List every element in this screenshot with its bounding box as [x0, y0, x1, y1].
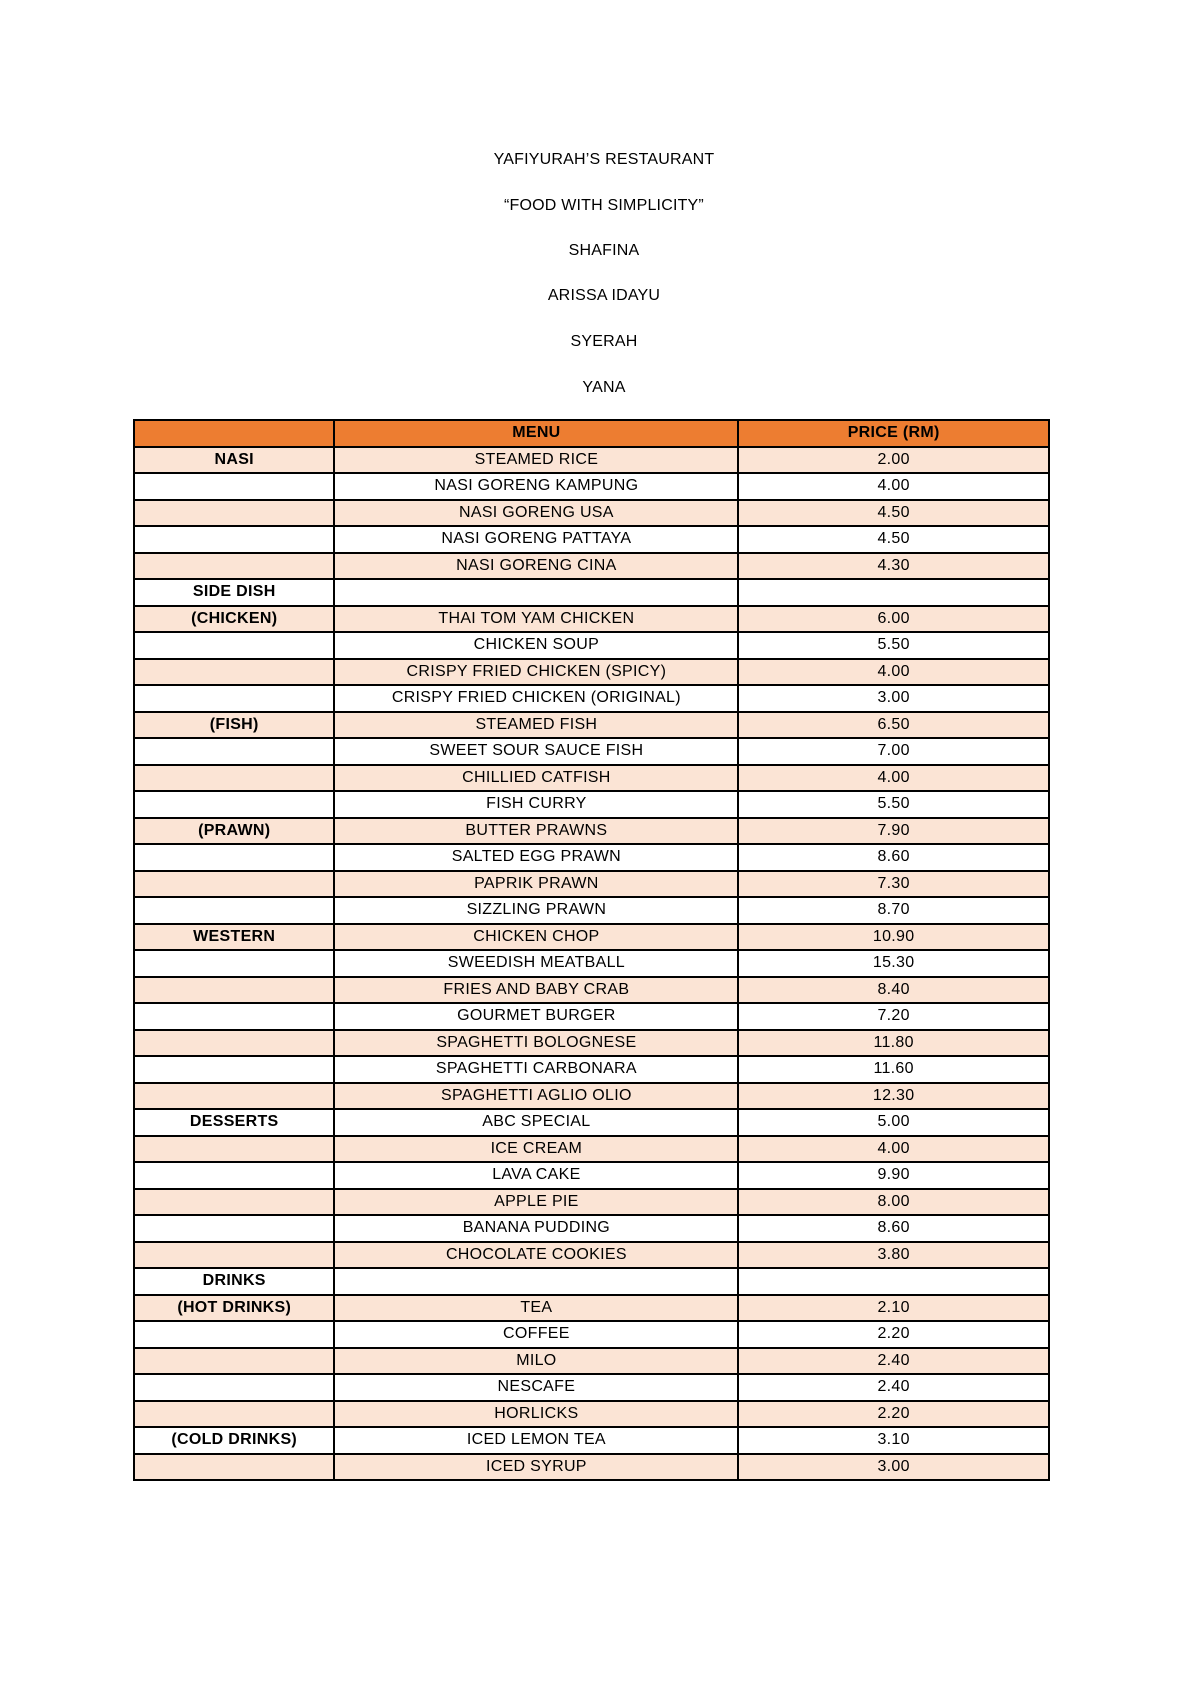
category-cell	[134, 473, 334, 500]
category-cell	[134, 844, 334, 871]
menu-item-cell: CHICKEN CHOP	[334, 924, 738, 951]
table-row	[134, 977, 1049, 1004]
table-row	[134, 1056, 1049, 1083]
restaurant-tagline: “FOOD WITH SIMPLICITY”	[504, 197, 704, 214]
category-cell	[134, 632, 334, 659]
category-cell	[134, 500, 334, 527]
category-cell: (COLD DRINKS)	[134, 1427, 334, 1454]
menu-item-cell: SPAGHETTI BOLOGNESE	[334, 1030, 738, 1057]
table-row	[134, 924, 1049, 951]
table-row	[134, 1348, 1049, 1375]
category-cell	[134, 738, 334, 765]
menu-item-cell	[334, 579, 738, 606]
price-cell	[738, 579, 1049, 606]
price-cell: 5.00	[738, 1109, 1049, 1136]
price-column-header: PRICE (RM)	[738, 420, 1049, 447]
table-row	[134, 1136, 1049, 1163]
price-cell: 8.60	[738, 844, 1049, 871]
table-row	[134, 950, 1049, 977]
category-cell: (CHICKEN)	[134, 606, 334, 633]
category-cell	[134, 1374, 334, 1401]
menu-item-cell: BANANA PUDDING	[334, 1215, 738, 1242]
menu-item-cell: NASI GORENG CINA	[334, 553, 738, 580]
category-cell	[134, 1454, 334, 1481]
table-row	[134, 1401, 1049, 1428]
price-cell: 4.50	[738, 526, 1049, 553]
menu-item-cell: GOURMET BURGER	[334, 1003, 738, 1030]
menu-item-cell: CHILLIED CATFISH	[334, 765, 738, 792]
category-cell	[134, 977, 334, 1004]
menu-column-header: MENU	[334, 420, 738, 447]
price-cell: 7.90	[738, 818, 1049, 845]
restaurant-name: YAFIYURAH’S RESTAURANT	[493, 151, 715, 168]
price-cell: 5.50	[738, 791, 1049, 818]
table-row	[134, 579, 1049, 606]
menu-item-cell: NASI GORENG USA	[334, 500, 738, 527]
member-name: ARISSA IDAYU	[547, 287, 661, 304]
category-cell: DESSERTS	[134, 1109, 334, 1136]
table-row	[134, 1109, 1049, 1136]
menu-item-cell: NASI GORENG PATTAYA	[334, 526, 738, 553]
table-row	[134, 447, 1049, 474]
menu-item-cell: TEA	[334, 1295, 738, 1322]
category-cell	[134, 553, 334, 580]
category-cell: (HOT DRINKS)	[134, 1295, 334, 1322]
table-row	[134, 1268, 1049, 1295]
category-cell	[134, 1056, 334, 1083]
category-cell	[134, 1030, 334, 1057]
category-cell	[134, 1215, 334, 1242]
table-row	[134, 897, 1049, 924]
table-row	[134, 632, 1049, 659]
price-cell: 6.50	[738, 712, 1049, 739]
price-cell: 11.80	[738, 1030, 1049, 1057]
category-cell	[134, 1136, 334, 1163]
category-column-header	[134, 420, 334, 447]
menu-item-cell: SWEET SOUR SAUCE FISH	[334, 738, 738, 765]
price-cell: 2.20	[738, 1401, 1049, 1428]
category-cell	[134, 1401, 334, 1428]
table-row	[134, 1215, 1049, 1242]
menu-item-cell: SIZZLING PRAWN	[334, 897, 738, 924]
price-cell	[738, 1268, 1049, 1295]
price-cell: 4.00	[738, 765, 1049, 792]
category-cell: (PRAWN)	[134, 818, 334, 845]
table-row	[134, 553, 1049, 580]
price-cell: 11.60	[738, 1056, 1049, 1083]
menu-item-cell: THAI TOM YAM CHICKEN	[334, 606, 738, 633]
category-cell	[134, 1321, 334, 1348]
menu-item-cell: BUTTER PRAWNS	[334, 818, 738, 845]
price-cell: 3.00	[738, 1454, 1049, 1481]
table-row	[134, 1295, 1049, 1322]
menu-item-cell: NASI GORENG KAMPUNG	[334, 473, 738, 500]
category-cell	[134, 1242, 334, 1269]
table-row	[134, 473, 1049, 500]
menu-item-cell: LAVA CAKE	[334, 1162, 738, 1189]
menu-item-cell: ICE CREAM	[334, 1136, 738, 1163]
category-cell	[134, 1162, 334, 1189]
menu-item-cell: CHOCOLATE COOKIES	[334, 1242, 738, 1269]
price-cell: 2.40	[738, 1348, 1049, 1375]
menu-table-body	[134, 447, 1049, 1481]
category-cell: WESTERN	[134, 924, 334, 951]
price-cell: 5.50	[738, 632, 1049, 659]
menu-item-cell: ICED LEMON TEA	[334, 1427, 738, 1454]
category-cell	[134, 1083, 334, 1110]
price-cell: 4.00	[738, 473, 1049, 500]
category-cell	[134, 1189, 334, 1216]
category-cell	[134, 791, 334, 818]
menu-item-cell: CRISPY FRIED CHICKEN (ORIGINAL)	[334, 685, 738, 712]
table-row	[134, 1454, 1049, 1481]
price-cell: 8.40	[738, 977, 1049, 1004]
table-row	[134, 1189, 1049, 1216]
menu-item-cell: STEAMED FISH	[334, 712, 738, 739]
price-cell: 12.30	[738, 1083, 1049, 1110]
category-cell	[134, 765, 334, 792]
price-cell: 3.00	[738, 685, 1049, 712]
menu-item-cell: STEAMED RICE	[334, 447, 738, 474]
category-cell	[134, 1348, 334, 1375]
price-cell: 4.50	[738, 500, 1049, 527]
table-row	[134, 1374, 1049, 1401]
menu-item-cell: PAPRIK PRAWN	[334, 871, 738, 898]
member-name: YANA	[582, 379, 626, 396]
menu-item-cell: COFFEE	[334, 1321, 738, 1348]
menu-item-cell: SPAGHETTI CARBONARA	[334, 1056, 738, 1083]
menu-price-table	[133, 419, 1050, 1481]
category-cell	[134, 897, 334, 924]
member-name: SHAFINA	[568, 242, 640, 259]
price-cell: 4.30	[738, 553, 1049, 580]
category-cell	[134, 659, 334, 686]
menu-item-cell: FRIES AND BABY CRAB	[334, 977, 738, 1004]
menu-item-cell: SALTED EGG PRAWN	[334, 844, 738, 871]
menu-item-cell: SWEEDISH MEATBALL	[334, 950, 738, 977]
menu-item-cell: ABC SPECIAL	[334, 1109, 738, 1136]
price-cell: 2.40	[738, 1374, 1049, 1401]
price-cell: 4.00	[738, 1136, 1049, 1163]
category-cell	[134, 685, 334, 712]
price-cell: 2.20	[738, 1321, 1049, 1348]
category-cell: NASI	[134, 447, 334, 474]
menu-item-cell: SPAGHETTI AGLIO OLIO	[334, 1083, 738, 1110]
table-header-row	[134, 420, 1049, 447]
category-cell	[134, 1003, 334, 1030]
menu-item-cell	[334, 1268, 738, 1295]
price-cell: 9.90	[738, 1162, 1049, 1189]
table-row	[134, 1030, 1049, 1057]
table-row	[134, 1003, 1049, 1030]
menu-item-cell: APPLE PIE	[334, 1189, 738, 1216]
table-row	[134, 765, 1049, 792]
category-cell	[134, 526, 334, 553]
price-cell: 7.30	[738, 871, 1049, 898]
category-cell: (FISH)	[134, 712, 334, 739]
menu-item-cell: MILO	[334, 1348, 738, 1375]
price-cell: 8.00	[738, 1189, 1049, 1216]
price-cell: 2.10	[738, 1295, 1049, 1322]
category-cell	[134, 871, 334, 898]
table-row	[134, 818, 1049, 845]
menu-item-cell: FISH CURRY	[334, 791, 738, 818]
menu-item-cell: HORLICKS	[334, 1401, 738, 1428]
price-cell: 10.90	[738, 924, 1049, 951]
table-row	[134, 500, 1049, 527]
table-row	[134, 1162, 1049, 1189]
table-row	[134, 606, 1049, 633]
category-cell	[134, 950, 334, 977]
table-row	[134, 712, 1049, 739]
price-cell: 15.30	[738, 950, 1049, 977]
price-cell: 7.20	[738, 1003, 1049, 1030]
table-row	[134, 1242, 1049, 1269]
table-row	[134, 844, 1049, 871]
category-cell: SIDE DISH	[134, 579, 334, 606]
category-cell: DRINKS	[134, 1268, 334, 1295]
table-row	[134, 871, 1049, 898]
price-cell: 3.80	[738, 1242, 1049, 1269]
price-cell: 7.00	[738, 738, 1049, 765]
menu-item-cell: CRISPY FRIED CHICKEN (SPICY)	[334, 659, 738, 686]
table-row	[134, 526, 1049, 553]
menu-item-cell: ICED SYRUP	[334, 1454, 738, 1481]
menu-item-cell: CHICKEN SOUP	[334, 632, 738, 659]
table-row	[134, 1427, 1049, 1454]
price-cell: 4.00	[738, 659, 1049, 686]
price-cell: 6.00	[738, 606, 1049, 633]
price-cell: 8.60	[738, 1215, 1049, 1242]
price-cell: 3.10	[738, 1427, 1049, 1454]
table-row	[134, 659, 1049, 686]
member-name: SYERAH	[570, 333, 638, 350]
table-row	[134, 1321, 1049, 1348]
price-cell: 2.00	[738, 447, 1049, 474]
menu-item-cell: NESCAFE	[334, 1374, 738, 1401]
price-cell: 8.70	[738, 897, 1049, 924]
table-row	[134, 791, 1049, 818]
table-row	[134, 685, 1049, 712]
table-row	[134, 1083, 1049, 1110]
table-row	[134, 738, 1049, 765]
